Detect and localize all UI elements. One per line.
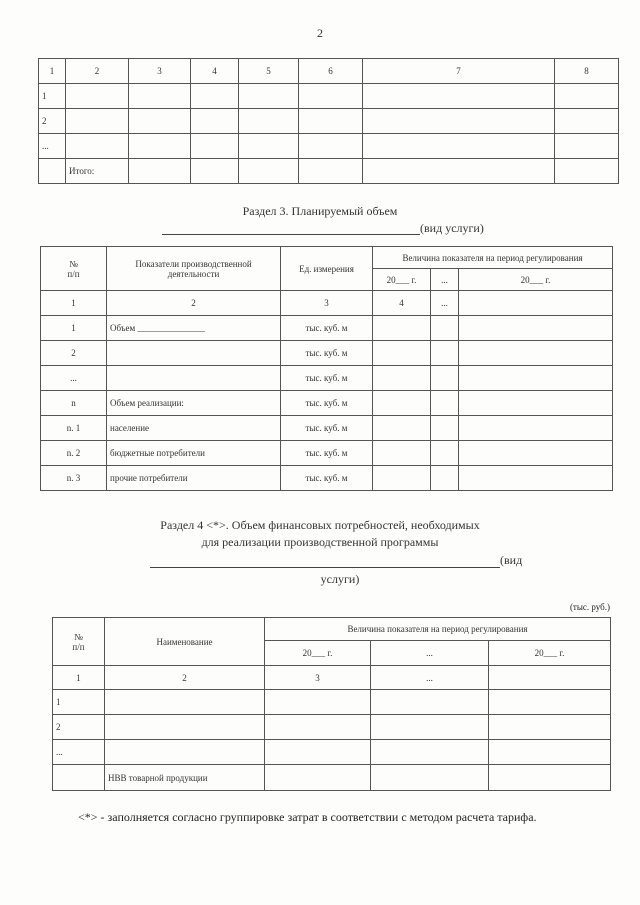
table-row <box>39 109 619 134</box>
table-row <box>41 466 613 491</box>
financial-needs-table <box>52 617 611 791</box>
planned-volume-table <box>40 246 613 491</box>
column-number-row <box>53 666 611 690</box>
section4-title-line1: Раздел 4 <*>. Объем финансовых потребностей, необходимых <box>160 518 480 532</box>
total-label: Итого: <box>66 159 129 184</box>
row-unit: тыс. куб. м <box>281 316 373 341</box>
total-row <box>39 159 619 184</box>
dots-cell: ... <box>371 641 489 666</box>
column-number: 3 <box>281 291 373 316</box>
header-cell: 3 <box>129 59 191 84</box>
table-row <box>53 690 611 715</box>
footnote: <*> - заполняется согласно группировке затрат в соответствии с методом расчета тарифа. <box>78 810 537 824</box>
year-cell: 20___ г. <box>265 641 371 666</box>
column-number: 1 <box>53 666 105 690</box>
table-row <box>53 740 611 765</box>
row-name: Объем реализации: <box>107 391 281 416</box>
row-name <box>107 341 281 366</box>
row-unit: тыс. куб. м <box>281 466 373 491</box>
table-header-row <box>39 59 619 84</box>
header-cell: 5 <box>239 59 299 84</box>
row-unit: тыс. куб. м <box>281 341 373 366</box>
year-cell: 20___ г. <box>459 269 613 291</box>
column-number-row <box>41 291 613 316</box>
row-number: n. 3 <box>41 466 107 491</box>
section4-suffix-a: (вид <box>500 553 523 567</box>
total-label: НВВ товарной продукции <box>105 765 265 791</box>
continuation-table <box>38 58 619 184</box>
table-row <box>39 134 619 159</box>
row-number: 1 <box>53 690 105 715</box>
column-number: ... <box>431 291 459 316</box>
col-indicator-header: Показатели производственной деятельности <box>107 247 281 291</box>
unit-note: (тыс. руб.) <box>569 602 610 612</box>
row-number: 1 <box>39 84 66 109</box>
row-name <box>107 366 281 391</box>
table-row <box>53 715 611 740</box>
total-row <box>53 765 611 791</box>
table-row <box>41 391 613 416</box>
column-number: ... <box>371 666 489 690</box>
header-cell: 4 <box>191 59 239 84</box>
section3-suffix: (вид услуги) <box>420 221 484 235</box>
table-row <box>39 84 619 109</box>
row-unit: тыс. куб. м <box>281 391 373 416</box>
row-number: n. 2 <box>41 441 107 466</box>
table-row <box>41 341 613 366</box>
row-name: прочие потребители <box>107 466 281 491</box>
row-number: 1 <box>41 316 107 341</box>
row-number: n <box>41 391 107 416</box>
row-number: n. 1 <box>41 416 107 441</box>
page-number: 2 <box>317 26 323 40</box>
col-name-header: Наименование <box>105 618 265 666</box>
header-cell: 6 <box>299 59 363 84</box>
column-number: 1 <box>41 291 107 316</box>
section3-title: Раздел 3. Планируемый объем <box>242 204 398 218</box>
section4-title-line2: для реализации производственной программы <box>201 535 439 549</box>
column-number: 2 <box>107 291 281 316</box>
row-number: ... <box>39 134 66 159</box>
service-type-line <box>150 567 500 568</box>
column-number: 2 <box>105 666 265 690</box>
table-row <box>41 366 613 391</box>
table-row <box>41 416 613 441</box>
header-cell: 7 <box>363 59 555 84</box>
header-cell: 8 <box>555 59 619 84</box>
row-name: бюджетные потребители <box>107 441 281 466</box>
row-unit: тыс. куб. м <box>281 416 373 441</box>
year-cell: 20___ г. <box>489 641 611 666</box>
section4-suffix-b: услуги) <box>320 572 360 586</box>
col-value-header: Величина показателя на период регулирования <box>265 618 611 641</box>
header-cell: 2 <box>66 59 129 84</box>
row-number: ... <box>41 366 107 391</box>
row-number: 2 <box>39 109 66 134</box>
table-row <box>41 316 613 341</box>
col-unit-header: Ед. измерения <box>281 247 373 291</box>
row-number: ... <box>53 740 105 765</box>
row-number: 2 <box>53 715 105 740</box>
row-unit: тыс. куб. м <box>281 441 373 466</box>
dots-cell: ... <box>431 269 459 291</box>
year-cell: 20___ г. <box>373 269 431 291</box>
header-cell: 1 <box>39 59 66 84</box>
service-type-line <box>162 234 420 235</box>
table-row <box>41 441 613 466</box>
row-unit: тыс. куб. м <box>281 366 373 391</box>
row-number: 2 <box>41 341 107 366</box>
row-name: население <box>107 416 281 441</box>
row-name: Объем _______________ <box>107 316 281 341</box>
col-value-header: Величина показателя на период регулирования <box>373 247 613 269</box>
column-number: 4 <box>373 291 431 316</box>
col-number-header: № п/п <box>53 618 105 666</box>
column-number: 3 <box>265 666 371 690</box>
col-number-header: № п/п <box>41 247 107 291</box>
